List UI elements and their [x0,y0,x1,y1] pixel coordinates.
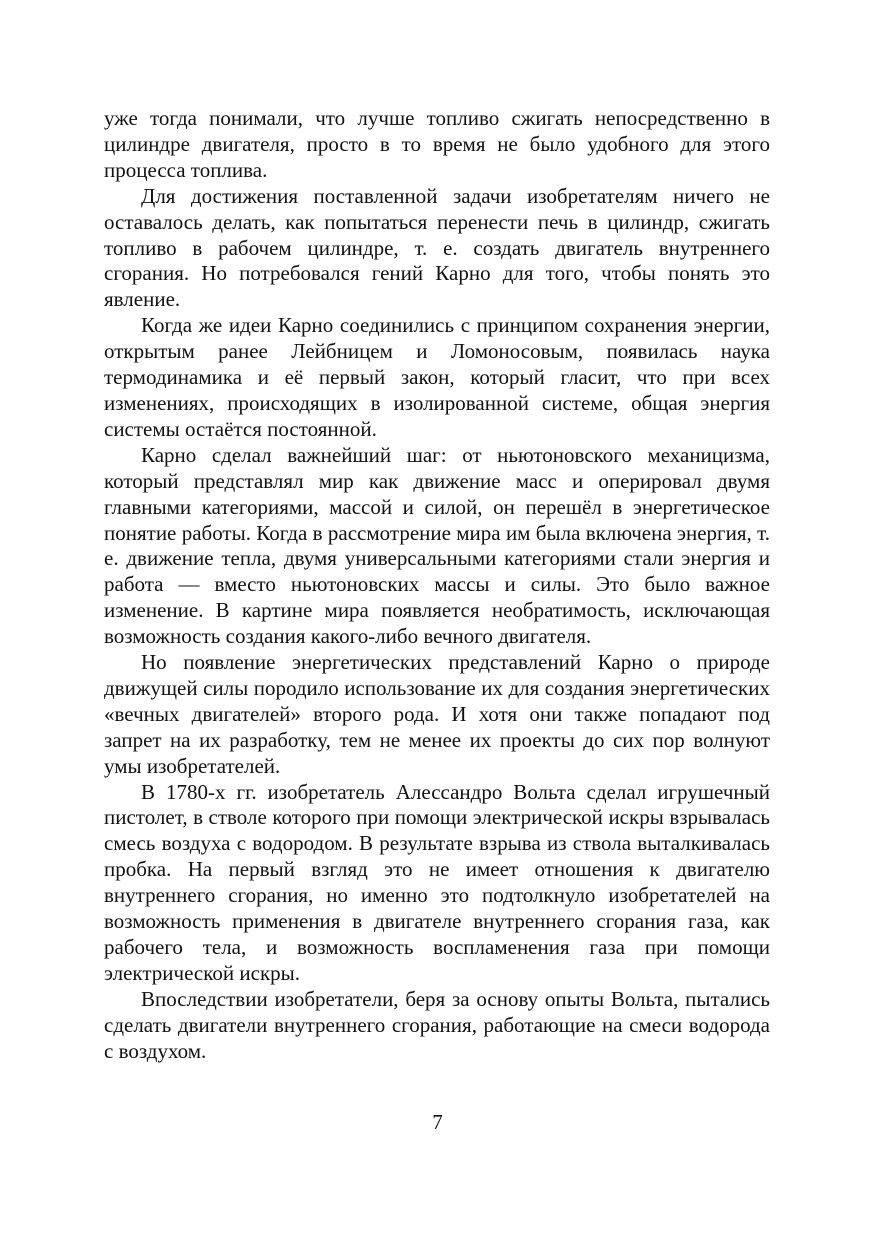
paragraph: Но появление энергетических представлений Карно о природе движущей силы породило использование их для создания энергетических «вечных двигателей» второго рода. И хотя они также попадают под запрет на их разработку, тем не менее их проекты до сих пор волнуют умы изобретателей. [104,650,770,778]
paragraph: В 1780-х гг. изобретатель Алессандро Вольта сделал игрушечный пистолет, в стволе которого при помощи электрической искры взрывалась смесь воздуха с водородом. В результате взрыва из ствола выталкивалась пробка. На первый взгляд это не имеет отношения к двигателю внутреннего сгорания, но именно это подтолкнуло изобретателей на возможность применения в двигателе внутреннего сгорания газа, как рабочего тела, и возможность воспламенения газа при помощи электрической искры. [104,779,770,985]
body-text [104,106,770,1065]
page-number: 7 [432,1110,443,1134]
paragraph: Впоследствии изобретатели, беря за основу опыты Вольта, пытались сделать двигатели внутреннего сгорания, работающие на смеси водорода с воздухом. [104,986,770,1063]
paragraph: Когда же идеи Карно соединились с принципом сохранения энергии, открытым ранее Лейбницем и Ломоносовым, появилась наука термодинамика и её первый закон, который гласит, что при всех изменениях, происходящих в изолированной системе, общая энергия системы остаётся постоянной. [104,313,770,441]
paragraph: Карно сделал важнейший шаг: от ньютоновского механицизма, который представлял мир как движение масс и оперировал двумя главными категориями, массой и силой, он перешёл в энергетическое понятие работы. Когда в рассмотрение мира им была включена энергия, т. е. движение тепла, двумя универсальными категориями стали энергия и работа — вместо ньютоновских массы и силы. Это было важное изменение. В картине мира появляется необратимость, исключающая возможность создания какого-либо вечного двигателя. [104,442,770,649]
paragraph-continuation: уже тогда понимали, что лучше топливо сжигать непосредственно в цилиндре двигателя, просто в то время не было удобного для этого процесса топлива. [104,106,770,182]
paragraph: Для достижения поставленной задачи изобретателям ничего не оставалось делать, как попытаться перенести печь в цилиндр, сжигать топливо в рабочем цилиндре, т. е. создать двигатель внутреннего сгорания. Но потребовался гений Карно для того, чтобы понять это явление. [104,183,770,312]
